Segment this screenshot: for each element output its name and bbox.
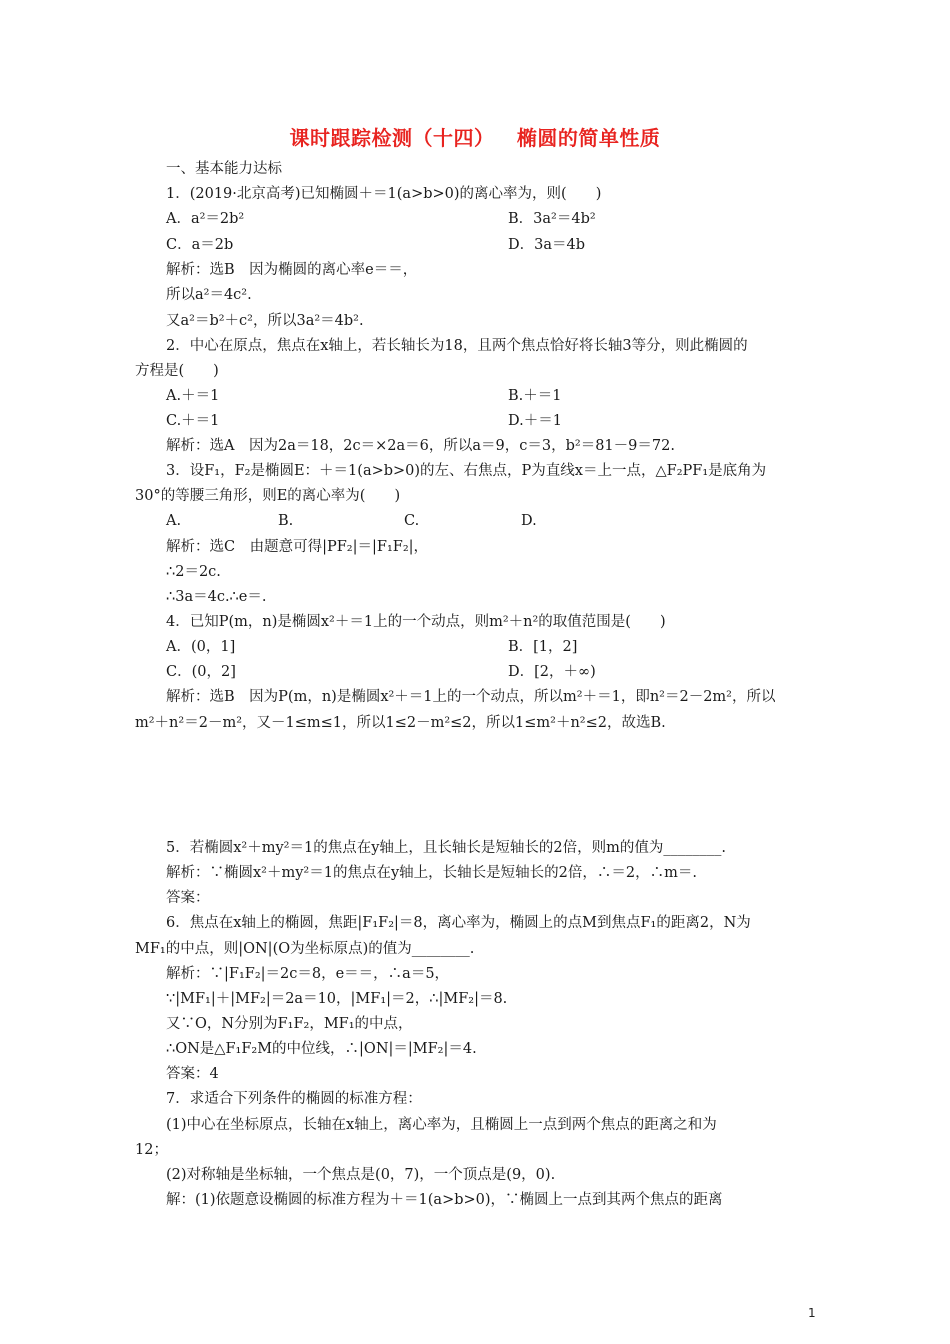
q7-solution: 解：(1)依题意设椭圆的标准方程为＋＝1(a>b>0)，∵椭圆上一点到其两个焦点的距离 (166, 1192, 723, 1208)
q2-option-b: B.＋＝1 (508, 388, 562, 404)
q1-analysis-line: 解析：选B 因为椭圆的离心率e＝＝， (166, 262, 418, 278)
q1-analysis-line: 又a²＝b²＋c²，所以3a²＝4b². (166, 313, 364, 329)
page-title: 课时跟踪检测（十四） 椭圆的简单性质 (289, 126, 661, 150)
q1-analysis-line: 所以a²＝4c². (166, 287, 252, 303)
q6-analysis-line: 解析：∵|F₁F₂|＝2c＝8，e＝＝，∴a＝5， (166, 966, 450, 982)
section-heading: 一、基本能力达标 (166, 161, 282, 177)
q7-stem: 7．求适合下列条件的椭圆的标准方程： (166, 1091, 422, 1107)
q4-analysis-line: m²＋n²＝2－m²，又－1≤m≤1，所以1≤2－m²≤2，所以1≤m²＋n²≤2，故选B. (135, 715, 666, 731)
q2-option-a: A.＋＝1 (166, 388, 220, 404)
q4-option-a: A．(0，1] (166, 639, 236, 655)
q1-stem: 1．(2019·北京高考)已知椭圆＋＝1(a>b>0)的离心率为，则( ) (166, 186, 602, 202)
q6-stem-line: 6．焦点在x轴上的椭圆，焦距|F₁F₂|＝8，离心率为，椭圆上的点M到焦点F₁的距离2，N为 (166, 915, 751, 931)
q3-option-a: A. (166, 513, 182, 529)
q3-analysis-line: ∴3a＝4c.∴e＝. (166, 589, 267, 605)
q1-option-d: D．3a＝4b (508, 237, 586, 253)
q3-option-d: D. (521, 513, 537, 529)
q2-option-c: C.＋＝1 (166, 413, 220, 429)
q5-answer: 答案： (166, 890, 210, 906)
q6-analysis-line: ∴ON是△F₁F₂M的中位线，∴|ON|＝|MF₂|＝4. (166, 1041, 477, 1057)
q2-analysis-line: 解析：选A 因为2a＝18，2c＝×2a＝6，所以a＝9，c＝3，b²＝81－9＝72. (166, 438, 675, 454)
q2-stem-line: 2．中心在原点，焦点在x轴上，若长轴长为18，且两个焦点恰好将长轴3等分，则此椭圆的 (166, 338, 748, 354)
q4-analysis-line: 解析：选B 因为P(m，n)是椭圆x²＋＝1上的一个动点，所以m²＋＝1，即n²＝2－2m²，所以 (166, 689, 776, 705)
page-number: 1 (808, 1306, 816, 1320)
q6-stem-line: MF₁的中点，则|ON|(O为坐标原点)的值为________. (135, 941, 475, 957)
q3-option-c: C. (404, 513, 420, 529)
q3-analysis-line: 解析：选C 由题意可得|PF₂|＝|F₁F₂|， (166, 539, 429, 555)
q4-option-d: D．[2，＋∞) (508, 664, 596, 680)
q4-stem: 4．已知P(m，n)是椭圆x²＋＝1上的一个动点，则m²＋n²的取值范围是( ) (166, 614, 666, 630)
q7-part-line: (1)中心在坐标原点，长轴在x轴上，离心率为，且椭圆上一点到两个焦点的距离之和为 (166, 1117, 717, 1133)
q1-option-b: B．3a²＝4b² (508, 211, 596, 227)
q3-analysis-line: ∴2＝2c. (166, 564, 221, 580)
q3-stem-line: 3．设F₁，F₂是椭圆E：＋＝1(a>b>0)的左、右焦点，P为直线x＝上一点，△F₂PF₁是底角为 (166, 463, 767, 479)
q6-analysis-line: ∵|MF₁|＋|MF₂|＝2a＝10，|MF₁|＝2，∴|MF₂|＝8. (166, 991, 508, 1007)
q4-option-c: C．(0，2] (166, 664, 236, 680)
q2-option-d: D.＋＝1 (508, 413, 562, 429)
q3-stem-line: 30°的等腰三角形，则E的离心率为( ) (135, 488, 401, 504)
q7-part-line: 12； (135, 1142, 168, 1158)
q6-analysis-line: 又∵O，N分别为F₁F₂，MF₁的中点， (166, 1016, 413, 1032)
q1-option-c: C．a＝2b (166, 237, 234, 253)
q6-answer: 答案：4 (166, 1066, 219, 1082)
q2-stem-line: 方程是( ) (135, 363, 219, 379)
q5-stem: 5．若椭圆x²＋my²＝1的焦点在y轴上，且长轴长是短轴长的2倍，则m的值为________. (166, 840, 726, 856)
q4-option-b: B．[1，2] (508, 639, 578, 655)
q7-part-line: (2)对称轴是坐标轴，一个焦点是(0，7)，一个顶点是(9，0). (166, 1167, 556, 1183)
q3-option-b: B. (278, 513, 294, 529)
q1-option-a: A．a²＝2b² (166, 211, 245, 227)
q5-analysis: 解析：∵椭圆x²＋my²＝1的焦点在y轴上，长轴长是短轴长的2倍，∴＝2，∴m＝. (166, 865, 697, 881)
